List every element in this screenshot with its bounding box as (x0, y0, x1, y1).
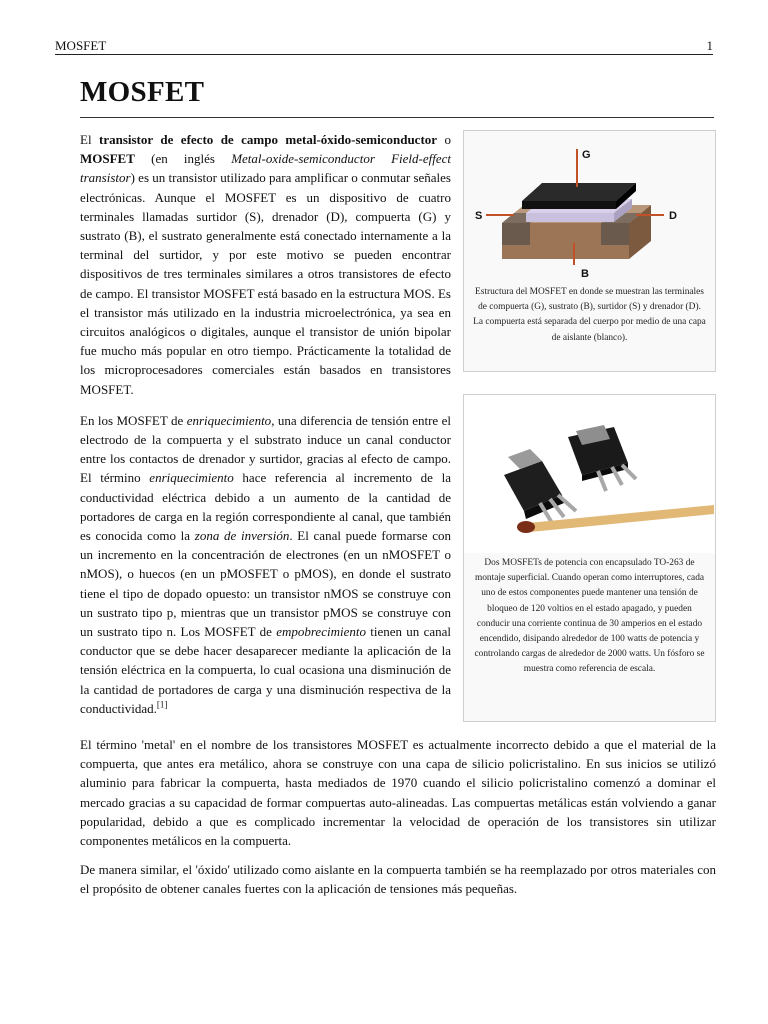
page-number: 1 (706, 38, 713, 53)
intro-paragraph (80, 130, 451, 399)
page-title: MOSFET (80, 76, 205, 108)
figure-caption: Dos MOSFETs de potencia con encapsulado TO-263 de montaje superficial. Cuando operan como interruptores, cada uno de estos componentes puede mantener una tensión de bloqueo de 120 voltios en el estado apagado, y pueden conducir una corriente continua de 30 amperios en el estado encendido, disipando alrededor de 100 watts de potencia y controlando cargas de alrededor de 2000 watts. Un fósforo se muestra como referencia de escala. (474, 558, 705, 675)
header-rule (55, 54, 713, 55)
body-label: B (581, 268, 589, 280)
text-run: (en inglés (134, 151, 232, 167)
english-term-italic: Metal-oxide-semiconductor Field-effect transistor (80, 151, 451, 186)
term-italic: enriquecimiento (149, 470, 234, 486)
gate-electrode (522, 201, 616, 209)
text-run: . El canal puede formarse con un incremento en la concentración de electrones (en un nMOSFET o nMOS), o huecos (en un pMOSFET o pMOS), en donde el sustrato tiene el tipo de dopado opuesto: un transistor nMOS se construye con un sustrato tipo p, mientras que un transistor pMOS se construye con un sustrato tipo n. Los MOSFET de (80, 528, 452, 640)
title-rule (80, 117, 714, 118)
mosfet-structure-figure (463, 130, 716, 372)
citation-link[interactable]: [1] (156, 699, 168, 710)
text-run: En los MOSFET de (80, 412, 187, 428)
mosfet-structure-diagram (464, 131, 715, 283)
running-header (55, 38, 713, 54)
gate-label: G (582, 149, 591, 161)
metal-term-paragraph: El término 'metal' en el nombre de los transistores MOSFET es actualmente incorrecto debido a que el material de la compuerta, que antes era metálico, ahora se construye con una capa de silicio policristalino. En sus inicios se utilizó aluminio para fabricar la compuerta, hasta mediados de 1970 cuando el silicio policristalino comenzó a dominar el mercado gracias a su capacidad de formar compuertas auto-alineadas. Las compuertas metálicas están volviendo a ganar popularidad, debido a que es complicado incrementar la velocidad de operación de los transistores sin utilizar componentes metálicos en la compuerta. (80, 737, 716, 849)
text-run: ) es un transistor utilizado para amplificar o conmutar señales electrónicas. Aunque el MOSFET es un dispositivo de cuatro terminales llamadas surtidor (S), drenador (D), compuerta (G) y sustrato (B), el sustrato generalmente está conectado internamente a la terminal del surtidor, y por este motivo se pueden encontrar dispositivos de tres terminales similares a otros transistores de efecto de campo. El transistor MOSFET está basado en la estructura MOS. Es el transistor más utilizado en la industria microelectrónica, ya sea en circuitos analógicos o digitales, aunque el transistor de unión bipolar fue mucho más popular en otro tiempo. Prácticamente la totalidad de los microprocesadores comerciales están basados en transistores MOSFET. (80, 170, 451, 397)
body-text (80, 735, 716, 909)
term-italic: zona de inversión (194, 528, 290, 544)
term-italic: enriquecimiento (186, 412, 272, 428)
text-run: hace referencia al incremento de la conductividad eléctrica debido a un aumento de la cantidad de portadores de carga en la región correspondiente al canal, que también es conocida como la (80, 470, 451, 544)
power-mosfet-photo (464, 395, 715, 553)
drain-region (601, 223, 629, 245)
text-run: o (437, 132, 451, 147)
gate-top (522, 183, 636, 201)
intro-column (80, 130, 451, 730)
text-run: , una diferencia de tensión entre el electrodo de la compuerta y el substrato induce un canal conductor entre los contactos de drenador y surtidor, gracias al efecto de campo. El término (80, 412, 451, 486)
acronym-bold: MOSFET (80, 151, 135, 167)
text-run: tienen un canal conductor que se debe hacer desaparecer mediante la aplicación de la tensión eléctrica en la compuerta, lo cual ocasiona una disminución de la cantidad de portadores de carga y una disminución respectiva de la conductividad. (80, 624, 451, 716)
oxide-layer (526, 213, 614, 222)
term-italic: empobrecimiento (276, 624, 366, 640)
enhancement-paragraph (80, 411, 451, 718)
term-bold: transistor de efecto de campo metal-óxido-semiconductor (99, 132, 438, 147)
power-mosfet-photo-figure (463, 394, 716, 722)
running-title: MOSFET (55, 38, 107, 53)
source-region (502, 223, 530, 245)
source-label: S (475, 210, 483, 222)
figure-caption: Estructura del MOSFET en donde se muestran las terminales de compuerta (G), sustrato (B), surtidor (S) y drenador (D). La compuerta está separada del cuerpo por medio de una capa de aislante (blanco). (473, 287, 706, 343)
text-run: El (80, 132, 99, 147)
oxide-term-paragraph: De manera similar, el 'óxido' utilizado como aislante en la compuerta también se ha reemplazado por otros materiales con el propósito de obtener canales fuertes con la aplicación de tensiones más pequeñas. (80, 862, 716, 897)
drain-label: D (669, 210, 677, 222)
